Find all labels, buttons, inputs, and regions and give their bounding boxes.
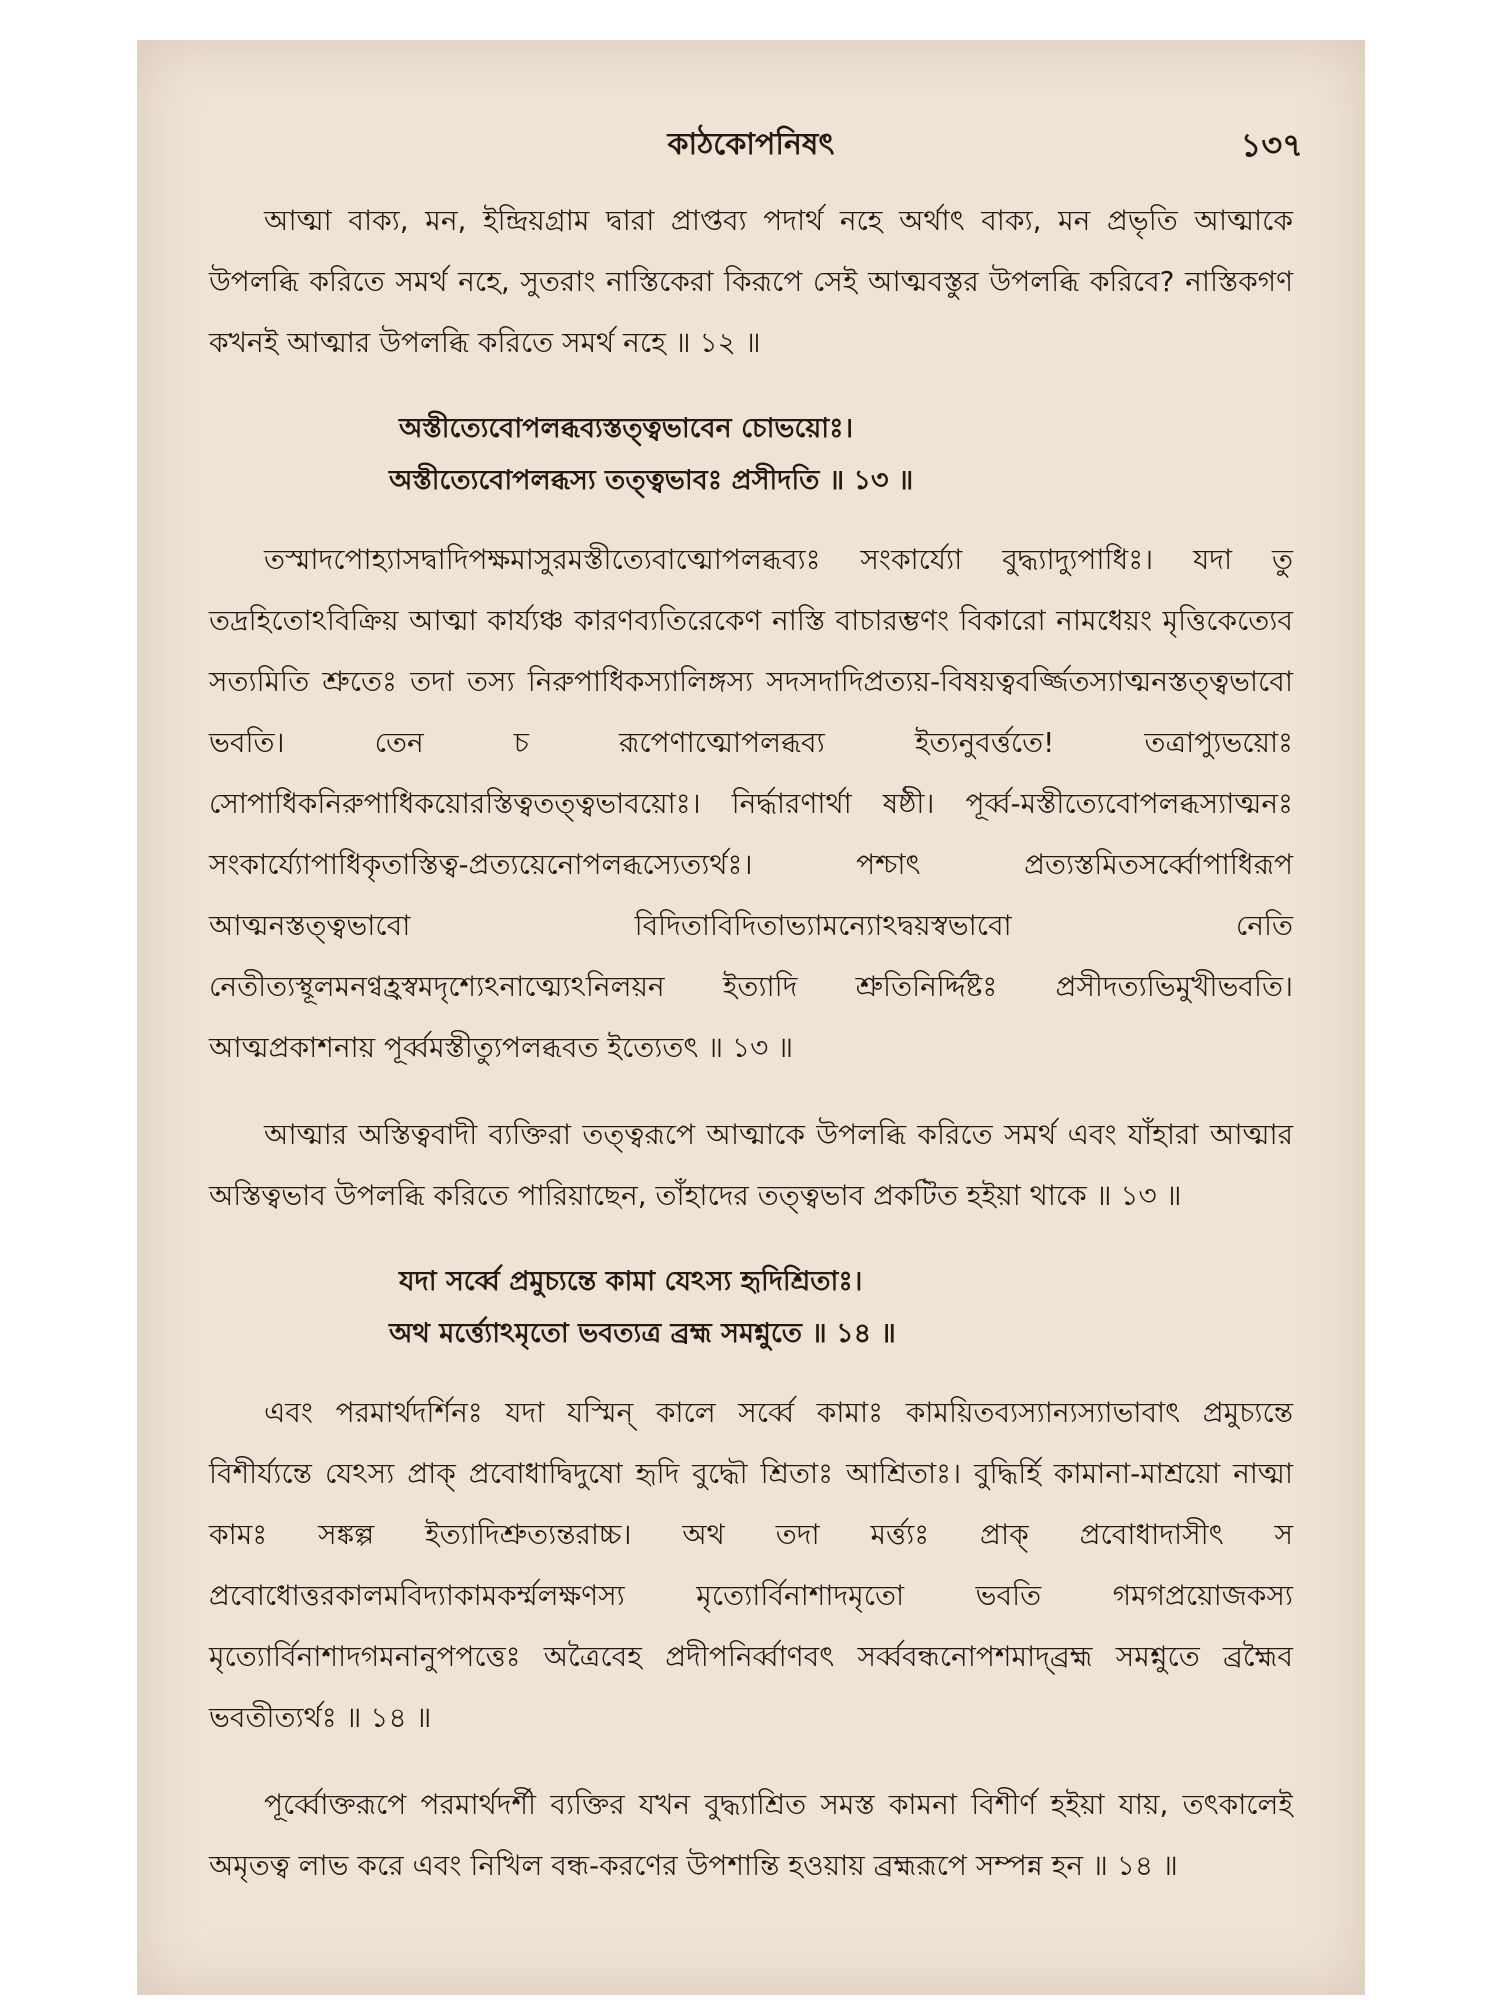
- commentary-13: তস্মাদপোহ্যাসদ্বাদিপক্ষমাসুরমস্তীত্যেবাত্মোপলব্ধব্যঃ সংকার্য্যো বুদ্ধ্যাদ্যুপাধিঃ। যদা তু তদ্রহিতোঽবিক্রিয় আত্মা কার্য্যঞ্চ কারণব্যতিরেকেণ নাস্তি বাচারম্ভণং বিকারো নামধেয়ং মৃত্তিকেত্যেব সত্যমিতি শ্রুতেঃ তদা তস্য নিরুপাধিকস্যালিঙ্গস্য সদসদাদিপ্রত্যয়-বিষয়ত্ববর্জ্জিতস্যাত্মনস্তত্ত্বভাবো ভবতি। তেন চ রূপেণাত্মোপলব্ধব্য ইত্যনুবর্ত্ততে! তত্রাপ্যুভয়োঃ সোপাধিকনিরুপাধিকয়োরস্তিত্বতত্ত্বভাবয়োঃ। নির্দ্ধারণার্থা ষষ্ঠী। পূর্ব্ব-মস্তীত্যেবোপলব্ধস্যাত্মনঃ সংকার্য্যোপাধিকৃতাস্তিত্ব-প্রত্যয়েনোপলব্ধস্যেত্যর্থঃ। পশ্চাৎ প্রত্যস্তমিতসর্ব্বোপাধিরূপ আত্মনস্তত্ত্বভাবো বিদিতাবিদিতাভ্যামন্যোঽদ্বয়স্বভাবো নেতি নেতীত্যস্থূলমনণ্বহ্রস্বমদৃশ্যেঽনাত্ম্যেঽনিলয়ন ইত্যাদি শ্রুতিনির্দ্দিষ্টঃ প্রসীদত্যভিমুখীভবতি। আত্মপ্রকাশনায় পূর্ব্বমস্তীত্যুপলব্ধবত ইত্যেতৎ ॥ ১৩ ॥: [209, 543, 1293, 1064]
- verse-13-line-1: অস্তীত্যেবোপলব্ধব্যস্তত্ত্বভাবেন চোভয়োঃ।: [399, 413, 854, 444]
- page-number: ১৩৭: [1240, 126, 1303, 164]
- page-header: [137, 120, 1365, 170]
- paragraph-translation-14: পূর্ব্বোক্তরূপে পরমার্থদর্শী ব্যক্তির যখন বুদ্ধ্যাশ্রিত সমস্ত কামনা বিশীর্ণ হইয়া যায়, তৎকালেই অমৃতত্ব লাভ করে এবং নিখিল বন্ধ-করণের উপশান্তি হওয়ায় ব্রহ্মরূপে সম্পন্ন হন ॥ ১৪ ॥: [209, 1788, 1293, 1882]
- verse-13: [209, 403, 1293, 507]
- running-title: কাঠকোপনিষৎ: [667, 127, 835, 162]
- verse-13-line-2: অস্তীত্যেবোপলব্ধস্য তত্ত্বভাবঃ প্রসীদতি ॥ ১৩ ॥: [389, 465, 914, 496]
- book-page: [137, 40, 1365, 1995]
- verse-14: [209, 1256, 1293, 1360]
- paragraph-translation-13: আত্মার অস্তিত্ববাদী ব্যক্তিরা তত্ত্বরূপে আত্মাকে উপলব্ধি করিতে সমর্থ এবং যাঁহারা আত্মার অস্তিত্বভাব উপলব্ধি করিতে পারিয়াছেন, তাঁহাদের তত্ত্বভাব প্রকটিত হইয়া থাকে ॥ ১৩ ॥: [209, 1118, 1293, 1212]
- page-body: [209, 190, 1293, 1896]
- paragraph-translation-12: আত্মা বাক্য, মন, ইন্দ্রিয়গ্রাম দ্বারা প্রাপ্তব্য পদার্থ নহে অর্থাৎ বাক্য, মন প্রভৃতি আত্মাকে উপলব্ধি করিতে সমর্থ নহে, সুতরাং নাস্তিকেরা কিরূপে সেই আত্মবস্তুর উপলব্ধি করিবে? নাস্তিকগণ কখনই আত্মার উপলব্ধি করিতে সমর্থ নহে ॥ ১২ ॥: [209, 204, 1293, 359]
- verse-14-line-2: অথ মর্ত্ত্যোঽমৃতো ভবত্যত্র ব্রহ্ম সমশ্নুতে ॥ ১৪ ॥: [389, 1318, 896, 1349]
- commentary-14: এবং পরমার্থদর্শিনঃ যদা যস্মিন্ কালে সর্ব্বে কামাঃ কাময়িতব্যস্যান্যস্যাভাবাৎ প্রমুচ্যন্তে বিশীর্য্যন্তে যেঽস্য প্রাক্ প্রবোধাদ্বিদুষো হৃদি বুদ্ধৌ শ্রিতাঃ আশ্রিতাঃ। বুদ্ধির্হি কামানা-মাশ্রয়ো নাত্মা কামঃ সঙ্কল্প ইত্যাদিশ্রুত্যন্তরাচ্চ। অথ তদা মর্ত্ত্যঃ প্রাক্ প্রবোধাদাসীৎ স প্রবোধোত্তরকালমবিদ্যাকামকর্ম্মলক্ষণস্য মৃত্যোর্বিনাশাদমৃতো ভবতি গমগপ্রয়োজকস্য মৃত্যোর্বিনাশাদগমনানুপপত্তেঃ অত্রৈবেহ প্রদীপনির্ব্বাণবৎ সর্ব্ববন্ধনোপশমাদ্‌ব্রহ্ম সমশ্নুতে ব্রহ্মৈব ভবতীত্যর্থঃ ॥ ১৪ ॥: [209, 1396, 1293, 1734]
- verse-14-line-1: যদা সর্ব্বে প্রমুচ্যন্তে কামা যেঽস্য হৃদিশ্রিতাঃ।: [399, 1266, 863, 1297]
